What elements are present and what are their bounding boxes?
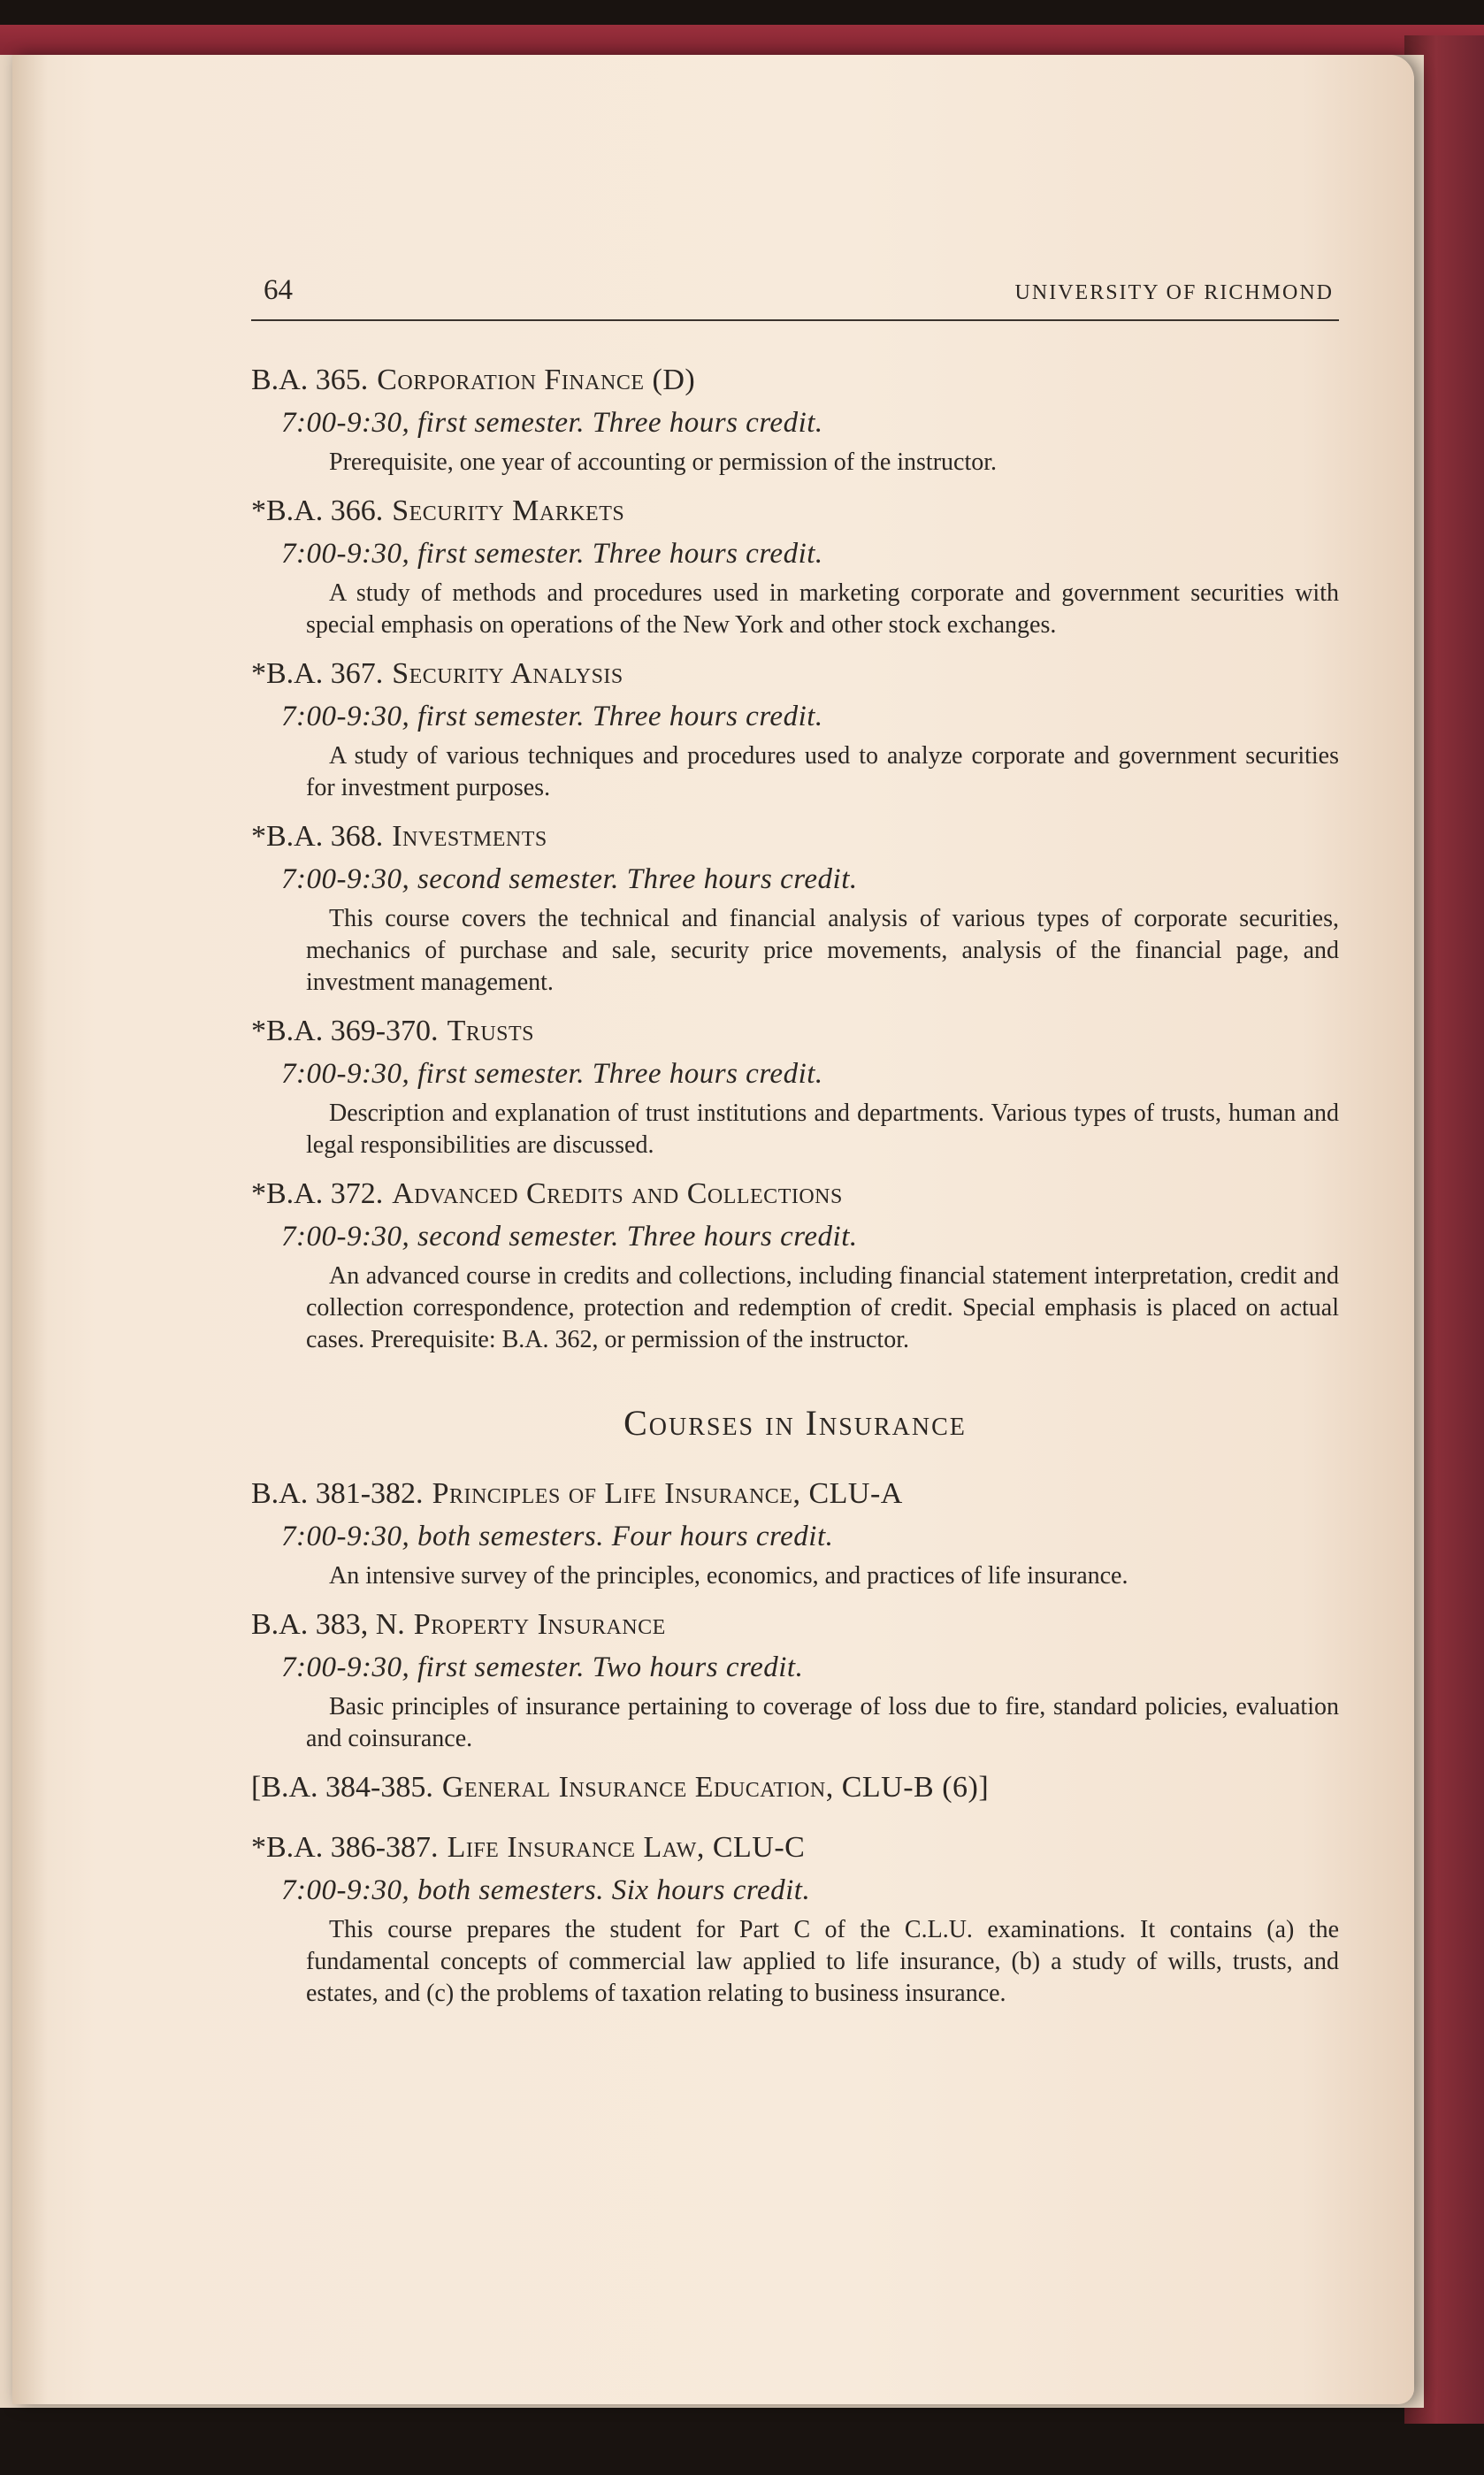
course-description: Description and explanation of trust institutions and departments. Various types of trusts, human and legal responsibilities are discussed.: [306, 1100, 1339, 1159]
course-name: Property Insurance: [413, 1608, 666, 1641]
page-content: [251, 274, 1339, 2022]
course-title: [251, 360, 1339, 401]
course-description: An advanced course in credits and collections, including financial statement interpretation, credit and collection correspondence, protection and redemption of credit. Special emphasis is placed on actual cases. Prerequisite: B.A. 362, or permission of the instructor.: [306, 1262, 1339, 1353]
course-code: *B.A. 369-370.: [251, 1015, 439, 1047]
course-entry: [251, 1474, 1339, 1592]
course-schedule: 7:00-9:30, first semester. Three hours credit.: [281, 407, 823, 439]
course-description: A study of methods and procedures used in marketing corporate and government securities with special emphasis on operations of the New York and other stock exchanges.: [306, 579, 1339, 639]
course-entry: [251, 816, 1339, 999]
course-code: B.A. 381-382.: [251, 1477, 424, 1510]
course-schedule: 7:00-9:30, both semesters. Four hours credit.: [281, 1521, 834, 1552]
course-code: *B.A. 368.: [251, 820, 384, 853]
course-name: Investments: [392, 820, 547, 853]
course-code: [B.A. 384-385.: [251, 1771, 433, 1804]
page-gutter-shadow: [12, 55, 48, 2404]
course-code: *B.A. 367.: [251, 657, 384, 690]
course-name: Trusts: [447, 1015, 535, 1047]
course-code: *B.A. 386-387.: [251, 1831, 439, 1864]
course-description: This course prepares the student for Part C of the C.L.U. examinations. It contains (a) the fundamental concepts of commercial law applied to life insurance, (b) a study of wills, trusts, and estates, and (c) the problems of taxation relating to business insurance.: [306, 1916, 1339, 2007]
running-header: [251, 274, 1339, 321]
course-title: [251, 1767, 1339, 1808]
course-title: [251, 1828, 1339, 1868]
course-schedule: 7:00-9:30, first semester. Three hours credit.: [281, 701, 823, 732]
course-description: An intensive survey of the principles, economics, and practices of life insurance.: [329, 1562, 1128, 1590]
course-schedule: 7:00-9:30, second semester. Three hours credit.: [281, 1221, 858, 1253]
course-entry: [251, 1828, 1339, 2010]
course-entry: [251, 654, 1339, 804]
course-title: [251, 491, 1339, 532]
course-title: [251, 816, 1339, 857]
course-description: Basic principles of insurance pertaining to coverage of loss due to fire, standard policies, evaluation and coinsurance.: [306, 1693, 1339, 1752]
running-title: UNIVERSITY OF RICHMOND: [1014, 281, 1334, 304]
course-description: Prerequisite, one year of accounting or permission of the instructor.: [329, 448, 998, 476]
course-entry: [251, 1011, 1339, 1161]
course-code: *B.A. 366.: [251, 494, 384, 527]
course-description: A study of various techniques and procedures used to analyze corporate and government securities for investment purposes.: [306, 742, 1339, 801]
course-code: B.A. 365.: [251, 364, 369, 396]
course-entry: [251, 491, 1339, 641]
section-heading-insurance: Courses in Insurance: [623, 1403, 967, 1443]
course-schedule: 7:00-9:30, both semesters. Six hours credit.: [281, 1874, 811, 1906]
course-title: [251, 1174, 1339, 1215]
course-entry: [251, 1605, 1339, 1755]
course-code: B.A. 383, N.: [251, 1608, 405, 1641]
course-schedule: 7:00-9:30, first semester. Three hours credit.: [281, 1058, 823, 1090]
course-name: Advanced Credits and Collections: [392, 1177, 843, 1210]
course-title: [251, 1011, 1339, 1052]
course-name: General Insurance Education, CLU-B (6)]: [441, 1771, 990, 1804]
course-description: This course covers the technical and financial analysis of various types of corporate securities, mechanics of purchase and sale, security price movements, analysis of the financial page, and investment management.: [306, 905, 1339, 996]
course-schedule: 7:00-9:30, first semester. Two hours credit.: [281, 1651, 804, 1683]
page-number: 64: [264, 274, 293, 306]
course-title: [251, 1474, 1339, 1514]
course-title: [251, 654, 1339, 694]
course-entry: [251, 360, 1339, 479]
course-schedule: 7:00-9:30, first semester. Three hours credit.: [281, 538, 823, 570]
course-code: *B.A. 372.: [251, 1177, 384, 1210]
course-name: Corporation Finance (D): [377, 364, 696, 396]
course-title: [251, 1605, 1339, 1645]
course-name: Principles of Life Insurance, CLU-A: [432, 1477, 903, 1510]
course-name: Life Insurance Law, CLU-C: [447, 1831, 806, 1864]
course-entry: [251, 1174, 1339, 1356]
course-name: Security Analysis: [392, 657, 623, 690]
course-name: Security Markets: [392, 494, 625, 527]
course-entry: [251, 1767, 1339, 1808]
course-schedule: 7:00-9:30, second semester. Three hours credit.: [281, 863, 858, 895]
